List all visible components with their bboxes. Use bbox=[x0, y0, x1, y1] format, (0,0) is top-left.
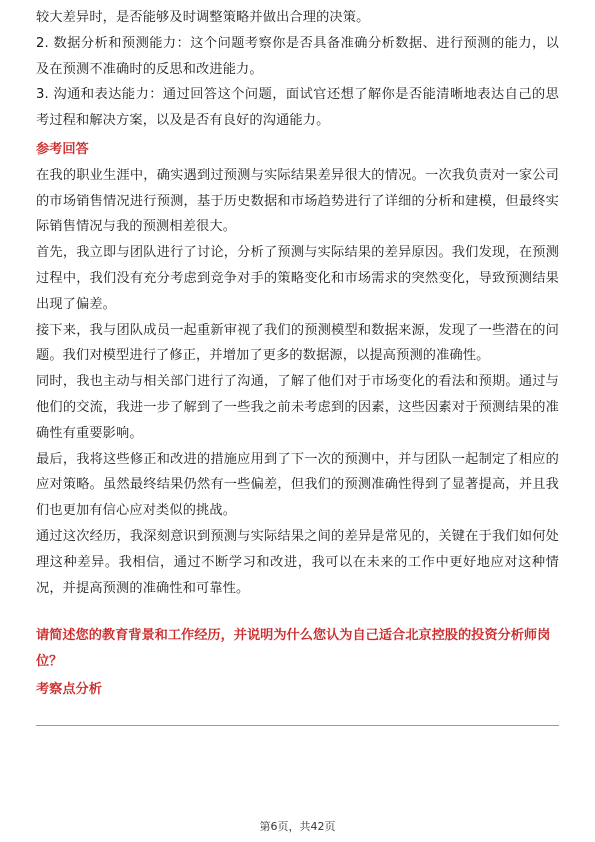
section-divider bbox=[36, 725, 559, 726]
answer-paragraph-4: 同时，我也主动与相关部门进行了沟通，了解了他们对于市场变化的看法和预期。通过与他们的交流，我进一步了解到了一些我之前未考虑到的因素，这些因素对于预测结果的准确性有重要影响。 bbox=[36, 374, 559, 441]
page-number: 第6页，共42页 bbox=[259, 820, 336, 833]
reference-answer-heading: 参考回答 bbox=[36, 141, 89, 157]
answer-paragraph-3: 接下来，我与团队成员一起重新审视了我们的预测模型和数据来源，发现了一些潜在的问题。我们对模型进行了修正，并增加了更多的数据源，以提高预测的准确性。 bbox=[36, 322, 559, 364]
analysis-point-1-continuation: 较大差异时，是否能够及时调整策略并做出合理的决策。 bbox=[36, 10, 370, 25]
answer-paragraph-5: 最后，我将这些修正和改进的措施应用到了下一次的预测中，并与团队一起制定了相应的应对策略。虽然最终结果仍然有一些偏差，但我们的预测准确性得到了显著提高，并且我们也更加有信心应对类似的挑战。 bbox=[36, 451, 559, 519]
analysis-point-3: 3. 沟通和表达能力：通过回答这个问题，面试官还想了解你是否能清晰地表达自己的思考过程和解决方案，以及是否有良好的沟通能力。 bbox=[36, 87, 559, 129]
analysis-heading: 考察点分析 bbox=[36, 681, 102, 697]
answer-paragraph-2: 首先，我立即与团队进行了讨论，分析了预测与实际结果的差异原因。我们发现，在预测过程中，我们没有充分考虑到竞争对手的策略变化和市场需求的突然变化，导致预测结果出现了偏差。 bbox=[36, 245, 559, 312]
page-content bbox=[36, 0, 559, 703]
analysis-point-2: 2. 数据分析和预测能力：这个问题考察你是否具备准确分析数据、进行预测的能力，以及在预测不准确时的反思和改进能力。 bbox=[36, 35, 559, 77]
answer-paragraph-1: 在我的职业生涯中，确实遇到过预测与实际结果差异很大的情况。一次我负责对一家公司的市场销售情况进行预测，基于历史数据和市场趋势进行了详细的分析和建模，但最终实际销售情况与我的预测相差很大。 bbox=[36, 167, 559, 235]
answer-paragraph-6: 通过这次经历，我深刻意识到预测与实际结果之间的差异是常见的，关键在于我们如何处理这种差异。我相信，通过不断学习和改进，我可以在未来的工作中更好地应对这种情况，并提高预测的准确性和可靠性。 bbox=[36, 528, 559, 596]
next-question: 请简述您的教育背景和工作经历，并说明为什么您认为自己适合北京控股的投资分析师岗位？ bbox=[36, 628, 551, 670]
